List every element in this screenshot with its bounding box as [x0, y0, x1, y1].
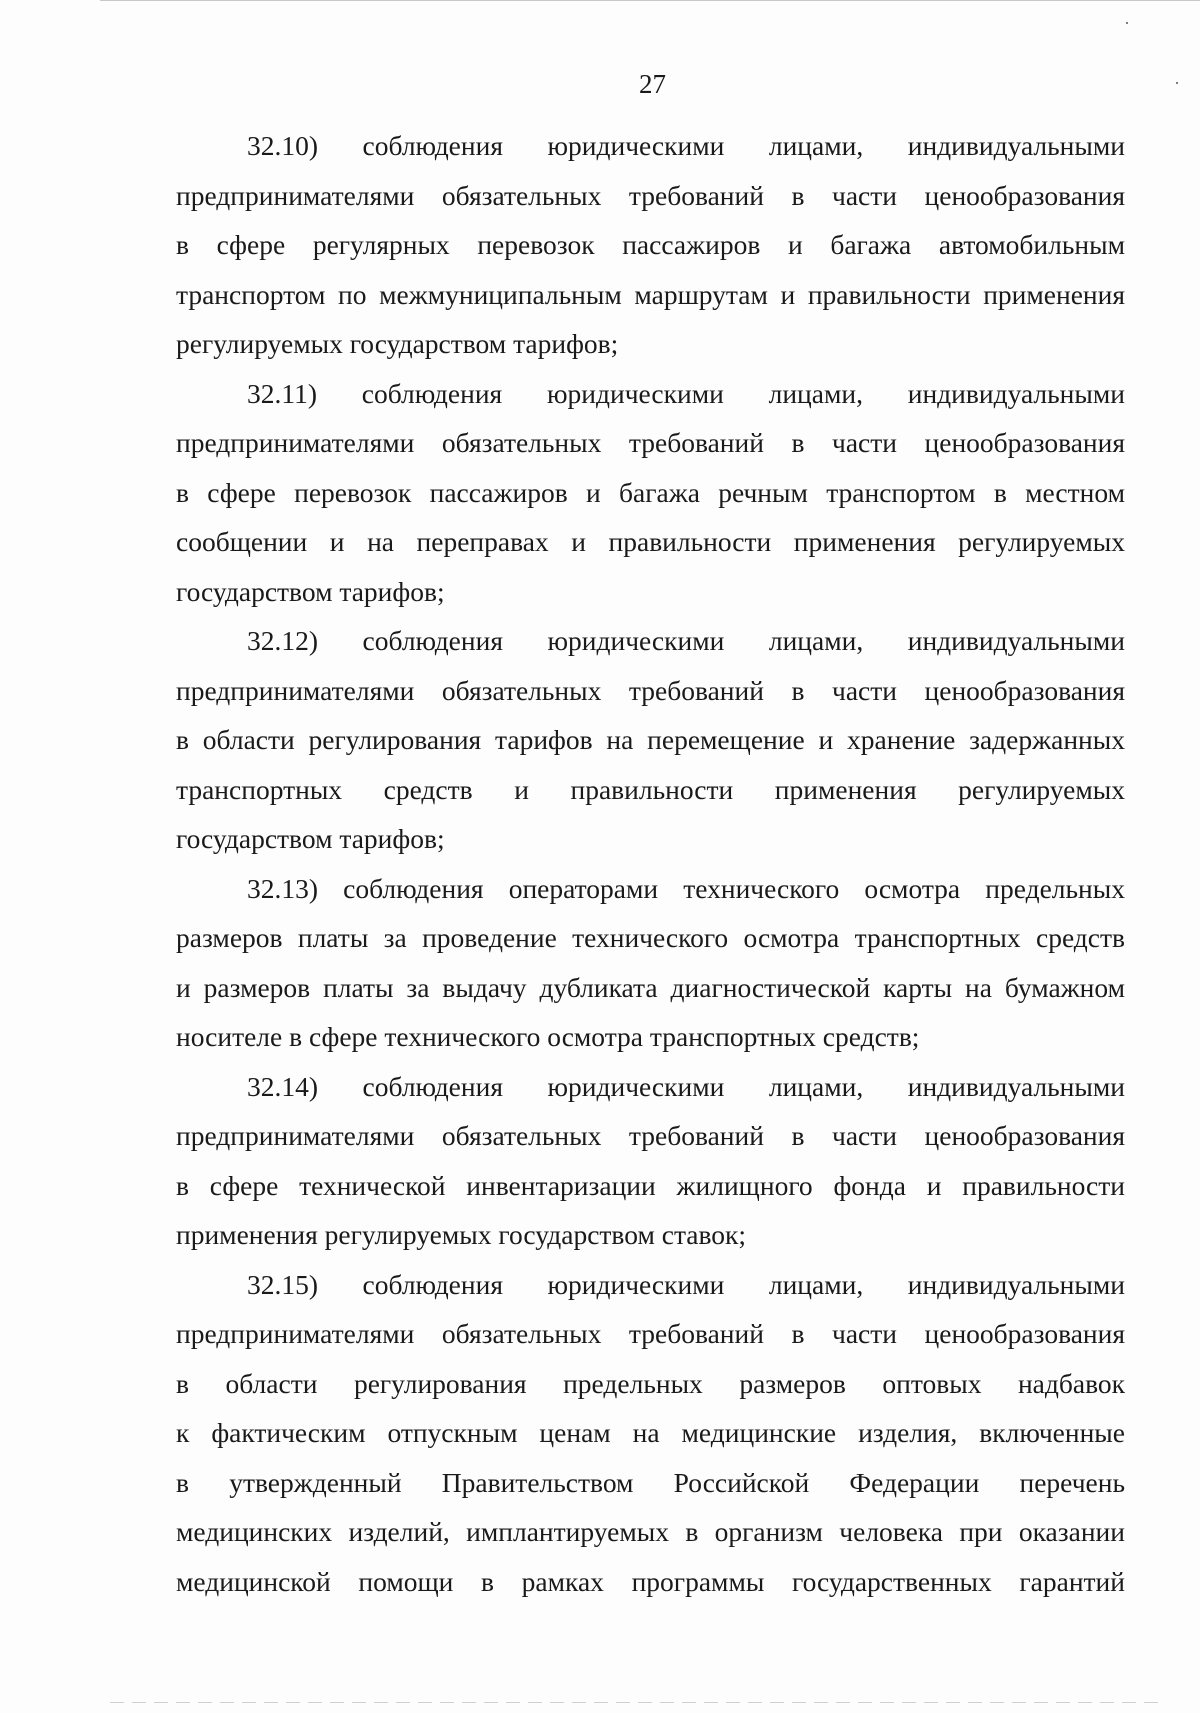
text-line: 32.11) соблюдения юридическими лицами, индивидуальными	[247, 377, 1125, 409]
text-line: предпринимателями обязательных требований в части ценообразования	[176, 427, 1125, 458]
text-line: в утвержденный Правительством Российской Федерации перечень	[176, 1466, 1125, 1498]
document-body	[176, 121, 1125, 1606]
text-line: 32.10) соблюдения юридическими лицами, индивидуальными	[247, 130, 1125, 161]
paragraph	[176, 864, 1125, 1062]
text-line: носителе в сфере технического осмотра транспортных средств;	[176, 1021, 920, 1052]
text-line: предпринимателями обязательных требований в части ценообразования	[176, 1120, 1125, 1151]
paragraph	[176, 369, 1125, 617]
text-line: в сфере регулярных перевозок пассажиров и багажа автомобильным	[176, 229, 1125, 260]
scan-edge-bottom	[110, 1702, 1160, 1703]
text-line: медицинской помощи в рамках программы государственных гарантий	[176, 1565, 1125, 1597]
text-line: 32.14) соблюдения юридическими лицами, индивидуальными	[247, 1070, 1125, 1102]
text-line: 32.12) соблюдения юридическими лицами, индивидуальными	[247, 625, 1125, 656]
text-line: к фактическим отпускным ценам на медицинские изделия, включенные	[176, 1417, 1125, 1448]
paragraph	[176, 1260, 1125, 1607]
scan-edge-top	[100, 0, 1200, 1]
text-line: транспортных средств и правильности применения регулируемых	[176, 773, 1125, 805]
text-line: в сфере технической инвентаризации жилищного фонда и правильности	[176, 1169, 1125, 1201]
paragraph	[176, 121, 1125, 369]
text-line: в области регулирования предельных размеров оптовых надбавок	[176, 1367, 1125, 1399]
text-line: предпринимателями обязательных требований в части ценообразования	[176, 179, 1125, 211]
paragraph	[176, 616, 1125, 864]
text-line: предпринимателями обязательных требований в части ценообразования	[176, 674, 1125, 706]
text-line: применения регулируемых государством ставок;	[176, 1219, 747, 1250]
text-line: государством тарифов;	[176, 823, 445, 854]
text-line: 32.13) соблюдения операторами технического осмотра предельных	[247, 872, 1125, 904]
paragraph	[176, 1062, 1125, 1260]
text-line: в области регулирования тарифов на перемещение и хранение задержанных	[176, 724, 1125, 755]
text-line: и размеров платы за выдачу дубликата диагностической карты на бумажном	[176, 971, 1125, 1003]
text-line: медицинских изделий, имплантируемых в организм человека при оказании	[176, 1516, 1125, 1547]
text-line: регулируемых государством тарифов;	[176, 328, 619, 359]
text-line: государством тарифов;	[176, 575, 445, 607]
text-line: 32.15) соблюдения юридическими лицами, индивидуальными	[247, 1268, 1125, 1300]
text-line: в сфере перевозок пассажиров и багажа речным транспортом в местном	[176, 476, 1125, 508]
text-line: сообщении и на переправах и правильности применения регулируемых	[176, 526, 1125, 557]
text-line: предпринимателями обязательных требований в части ценообразования	[176, 1318, 1125, 1349]
page-number: 27	[639, 69, 666, 99]
scan-speck	[1126, 22, 1128, 24]
text-line: транспортом по межмуниципальным маршрутам и правильности применения	[176, 278, 1125, 310]
text-line: размеров платы за проведение технического осмотра транспортных средств	[176, 922, 1125, 953]
